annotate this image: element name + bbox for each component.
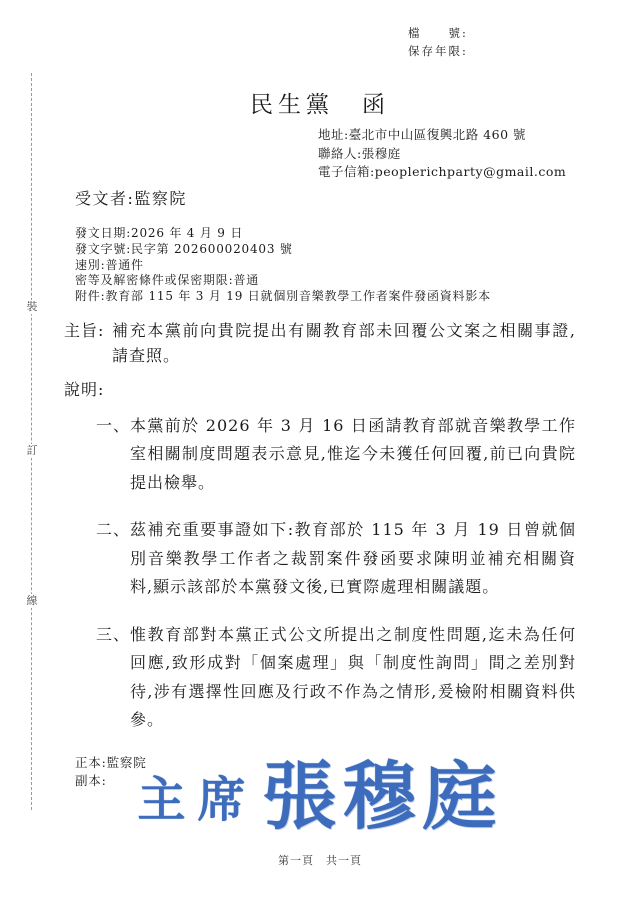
page-number-footer: 第一頁 共一頁	[278, 854, 362, 867]
subject-section	[64, 318, 576, 368]
explanation-label: 說明:	[64, 379, 105, 399]
sender-address: 地址:臺北市中山區復興北路 460 號	[318, 127, 527, 142]
original-recipient: 正本:監察院	[75, 754, 147, 770]
speed-class: 速別:普通件	[75, 257, 144, 272]
retention-period-label: 保存年限:	[408, 44, 468, 58]
item-number: 二、	[96, 520, 131, 540]
document-title: 民生黨 函	[250, 92, 390, 118]
item-text: 惟教育部對本黨正式公文所提出之制度性問題,迄未為任何回應,致形成對「個案處理」與「制度性詢問」間之差別對待,涉有選擇性回應及行政不作為之情形,爰檢附相關資料供參。	[130, 624, 576, 730]
security-class: 密等及解密條件或保密期限:普通	[75, 273, 260, 288]
recipient-line: 受文者:監察院	[75, 189, 187, 208]
subject-text: 補充本黨前向貴院提出有關教育部未回覆公文案之相關事證,請查照。	[112, 320, 576, 365]
binding-mark-xian: 線	[26, 594, 38, 607]
item-text: 本黨前於 2026 年 3 月 16 日函請教育部就音樂教學工作室相關制度問題表示意見,惟迄今未獲任何回覆,前已向貴院提出檢舉。	[130, 415, 576, 492]
issue-date: 發文日期:2026 年 4 月 9 日	[75, 226, 244, 240]
sender-email: 電子信箱:peoplerichparty@gmail.com	[318, 164, 567, 179]
binding-dashed-line	[31, 73, 32, 810]
file-number-label: 檔 號:	[408, 26, 468, 40]
explanation-item-2	[96, 516, 576, 602]
subject-label: 主旨:	[64, 320, 105, 340]
file-number-block	[408, 24, 468, 60]
explanation-item-3	[96, 621, 576, 735]
attachment-line: 附件:教育部 115 年 3 月 19 日就個別音樂教學工作者案件發函資料影本	[75, 289, 491, 304]
letter-body	[64, 186, 576, 790]
sender-contact-person: 聯絡人:張穆庭	[318, 145, 401, 161]
document-meta-block	[64, 226, 576, 305]
chairman-signature-stamp	[0, 738, 640, 844]
signature-name: 張穆庭	[262, 754, 503, 840]
sender-info-block	[318, 126, 566, 182]
item-number: 一、	[96, 415, 131, 435]
item-number: 三、	[96, 624, 131, 644]
item-text: 茲補充重要事證如下:教育部於 115 年 3 月 19 日曾就個別音樂教學工作者之裁罰案件發函要求陳明並補充相關資料,顯示該部於本黨發文後,已實際處理相關議題。	[130, 520, 576, 597]
binding-mark-zhuang: 裝	[26, 300, 38, 313]
copy-recipient: 副本:	[75, 772, 107, 788]
document-number: 發文字號:民字第 202600020403 號	[75, 241, 293, 256]
signature-title: 主席	[137, 772, 258, 828]
explanation-items	[64, 412, 576, 735]
binding-mark-ding: 訂	[26, 444, 38, 457]
explanation-item-1	[96, 412, 576, 498]
